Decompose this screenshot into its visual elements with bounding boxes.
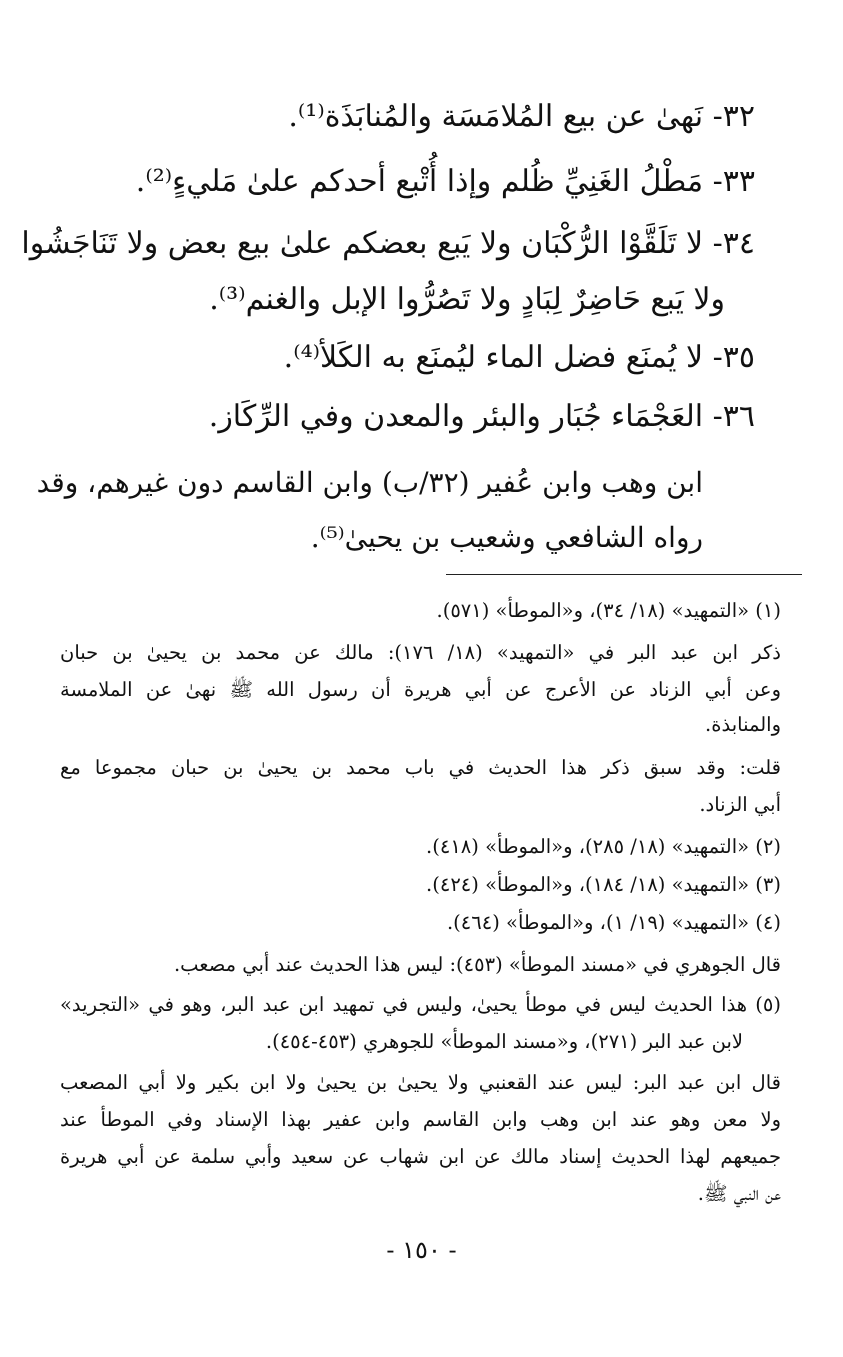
footnote-1-text-3: والمنابذة. <box>705 713 781 736</box>
hadith-34-line-2: ولا يَبع حَاضِرٌ لِبَادٍ ولا تَصُرُّوا الإبل والغنم⁽³⁾. <box>209 282 725 317</box>
footnote-5-note-4: عن النبي ﷺ. <box>697 1182 781 1205</box>
narration-line-2: رواه الشافعي وشعيب بن يحيىٰ⁽⁵⁾. <box>310 521 703 554</box>
footnote-5-text-1: لابن عبد البر (٢٧١)، و«مسند الموطأ» للجوهري (٤٥٣-٤٥٤). <box>265 1030 743 1053</box>
footnote-2: (٢) «التمهيد» (١٨/ ٢٨٥)، و«الموطأ» (٤١٨). <box>426 835 781 858</box>
hadith-34-line-1: ٣٤- لا تَلَقَّوْا الرُّكْبَان ولا يَبع بعضكم علىٰ بيع بعض ولا تَنَاجَشُوا <box>21 226 755 261</box>
footnote-5-note-1: قال ابن عبد البر: ليس عند القعنبي ولا يحيىٰ بن يحيىٰ ولا ابن بكير ولا أبي المصعب <box>60 1071 781 1094</box>
footnote-1-note-1: قلت: وقد سبق ذكر هذا الحديث في باب محمد بن يحيىٰ بن حبان مجموعا مع <box>60 756 781 779</box>
narration-line-1: ابن وهب وابن عُفير (٣٢/ب) وابن القاسم دون غيرهم، وقد <box>36 466 703 499</box>
footnote-1: (١) «التمهيد» (١٨/ ٣٤)، و«الموطأ» (٥٧١). <box>436 599 781 622</box>
footnote-1-note-2: أبي الزناد. <box>699 793 781 816</box>
hadith-33: ٣٣- مَطْلُ الغَنِيِّ ظُلم وإذا أُتْبع أحدكم علىٰ مَليءٍ⁽²⁾. <box>135 164 755 199</box>
footnote-4: (٤) «التمهيد» (١٩/ ١)، و«الموطأ» (٤٦٤). <box>446 911 781 934</box>
footnote-3: (٣) «التمهيد» (١٨/ ١٨٤)، و«الموطأ» (٤٢٤). <box>426 873 781 896</box>
footnote-5-note-3: جميعهم لهذا الحديث إسناد مالك عن ابن شهاب عن سعيد وأبي سلمة عن أبي هريرة <box>60 1145 781 1168</box>
footnote-1-text-2: وعن أبي الزناد عن الأعرج عن أبي هريرة أن رسول الله ﷺ نهىٰ عن الملامسة <box>60 678 781 701</box>
footnote-5: (٥) هذا الحديث ليس في موطأ يحيىٰ، وليس في تمهيد ابن عبد البر، وهو في «التجريد» <box>60 993 781 1016</box>
footnote-separator <box>446 574 802 575</box>
hadith-32: ٣٢- نَهىٰ عن بيع المُلامَسَة والمُنابَذَة⁽¹⁾. <box>288 99 755 134</box>
page-number: - ١٥٠ - <box>386 1236 457 1264</box>
hadith-36: ٣٦- العَجْمَاء جُبَار والبئر والمعدن وفي الرِّكَاز. <box>208 399 755 434</box>
footnote-5-note-2: ولا معن وهو عند ابن وهب وابن القاسم وابن عفير بهذا الإسناد وفي الموطأ عند <box>60 1108 781 1131</box>
footnote-4-note: قال الجوهري في «مسند الموطأ» (٤٥٣): ليس هذا الحديث عند أبي مصعب. <box>173 953 781 976</box>
hadith-35: ٣٥- لا يُمنَع فضل الماء ليُمنَع به الكَلأ⁽⁴⁾. <box>283 340 755 375</box>
footnote-1-text-1: ذكر ابن عبد البر في «التمهيد» (١٨/ ١٧٦): مالك عن محمد بن يحيىٰ بن حبان <box>60 641 781 664</box>
